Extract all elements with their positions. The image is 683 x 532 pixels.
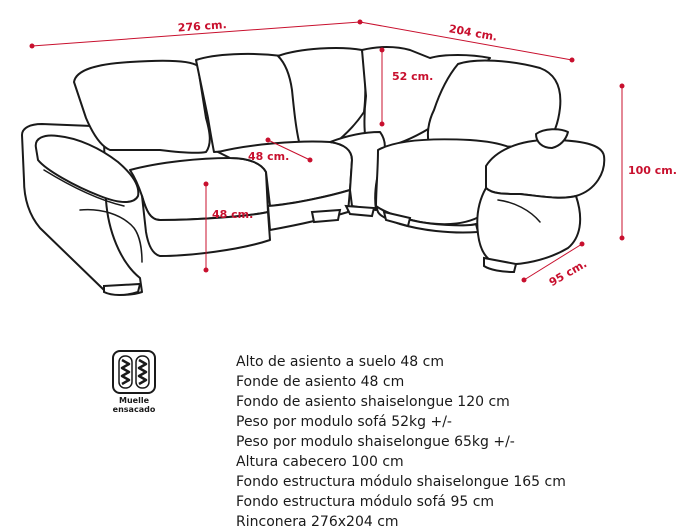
dim-seat-height-label: 48 cm. [212, 208, 254, 221]
dim-total-height-label: 100 cm. [628, 164, 677, 177]
dim-width-right-label: 204 cm. [447, 22, 499, 44]
badge-label-line1: Muelle [119, 396, 149, 405]
middle-back-cushion [196, 54, 300, 152]
spec-item: Rinconera 276x204 cm [236, 514, 399, 530]
foot-left [104, 284, 140, 295]
spec-item: Altura cabecero 100 cm [236, 454, 404, 470]
pocket-spring-badge [108, 350, 160, 418]
spec-item: Peso por modulo sofá 52kg +/- [236, 414, 452, 430]
badge-label-line2: ensacado [112, 405, 156, 414]
spec-item: Fondo de asiento shaiselongue 120 cm [236, 394, 510, 410]
pocket-spring-icon [112, 350, 156, 394]
dim-backrest-label: 52 cm. [392, 70, 434, 83]
badge-label [108, 396, 160, 414]
dim-depth-label: 95 cm. [546, 257, 590, 290]
spec-list [236, 352, 566, 532]
corner-sofa-drawing [22, 47, 604, 295]
foot-corner [346, 206, 374, 216]
spec-item: Peso por modulo shaiselongue 65kg +/- [236, 434, 515, 450]
spec-item: Fonde de asiento 48 cm [236, 374, 405, 390]
foot-middle [312, 210, 340, 222]
dim-width-left-label: 276 cm. [177, 18, 228, 35]
spec-item: Alto de asiento a suelo 48 cm [236, 354, 444, 370]
spec-item: Fondo estructura módulo shaiselongue 165 cm [236, 474, 566, 490]
spec-item: Fondo estructura módulo sofá 95 cm [236, 494, 495, 510]
dim-seat-depth-label: 48 cm. [248, 150, 290, 163]
right-armrest-body [477, 188, 580, 264]
